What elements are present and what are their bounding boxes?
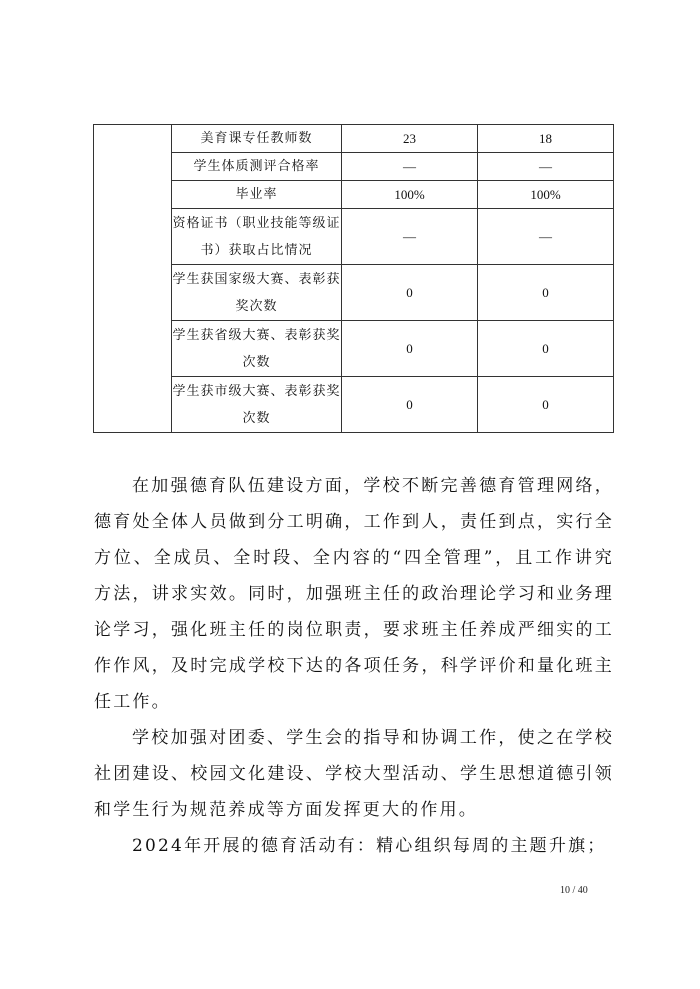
paragraph: 2024年开展的德育活动有：精心组织每周的主题升旗； [132,836,607,856]
value-cell: 0 [478,377,614,433]
body-text [94,468,614,864]
value-cell: 0 [342,321,478,377]
row-label: 资格证书（职业技能等级证书）获取占比情况 [172,209,342,265]
value-cell: 0 [478,265,614,321]
value-cell: 0 [478,321,614,377]
value-cell: — [478,209,614,265]
value-cell: 18 [478,125,614,153]
page-number: 10 / 40 [560,885,588,896]
row-label: 学生体质测评合格率 [172,153,342,181]
paragraph: 在加强德育队伍建设方面，学校不断完善德育管理网络，德育处全体人员做到分工明确，工作到人，责任到点，实行全方位、全成员、全时段、全内容的“四全管理”，且工作讲究方法，讲求实效。同时，加强班主任的政治理论学习和业务理论学习，强化班主任的岗位职责，要求班主任养成严细实的工作作风，及时完成学校下达的各项任务，科学评价和量化班主任工作。 [94,476,614,712]
value-cell: 100% [342,181,478,209]
row-label: 毕业率 [172,181,342,209]
table-row [94,265,614,321]
value-cell: 23 [342,125,478,153]
value-cell: — [478,153,614,181]
value-cell: 100% [478,181,614,209]
value-cell: — [342,153,478,181]
table-row [94,153,614,181]
value-cell: 0 [342,377,478,433]
value-cell: — [342,209,478,265]
value-cell: 0 [342,265,478,321]
table-row [94,181,614,209]
table-row [94,209,614,265]
table-row [94,125,614,153]
row-label: 学生获省级大赛、表彰获奖次数 [172,321,342,377]
row-label: 学生获国家级大赛、表彰获奖次数 [172,265,342,321]
row-label: 学生获市级大赛、表彰获奖次数 [172,377,342,433]
paragraph: 学校加强对团委、学生会的指导和协调工作，使之在学校社团建设、校园文化建设、学校大型活动、学生思想道德引领和学生行为规范养成等方面发挥更大的作用。 [94,728,614,820]
table-row [94,377,614,433]
indicator-table [93,124,614,433]
table-row [94,321,614,377]
row-label: 美育课专任教师数 [172,125,342,153]
category-cell [94,125,172,433]
